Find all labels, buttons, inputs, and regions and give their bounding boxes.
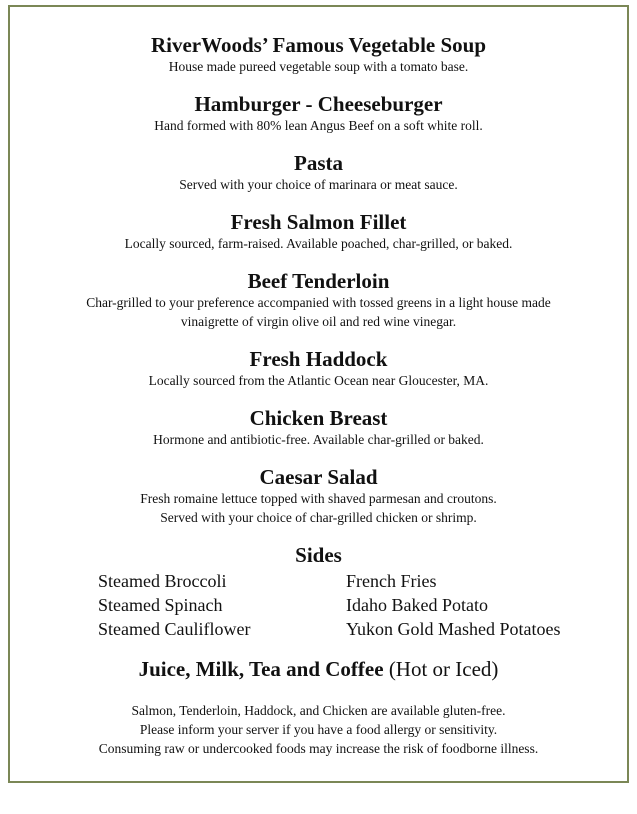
menu-item-pasta [10,151,627,194]
menu-item-soup [10,33,627,76]
item-title: RiverWoods’ Famous Vegetable Soup [150,33,487,57]
item-desc: Locally sourced from the Atlantic Ocean near Gloucester, MA. [148,373,489,388]
menu-item-haddock [10,347,627,390]
side-item: Idaho Baked Potato [346,595,488,615]
item-desc: Served with your choice of marinara or meat sauce. [179,177,458,192]
item-desc: Hand formed with 80% lean Angus Beef on a soft white roll. [154,118,483,133]
drinks-line [10,657,627,681]
menu-item-chicken [10,406,627,449]
note-gluten-free: Salmon, Tenderloin, Haddock, and Chicken are available gluten-free. [131,703,506,718]
note-raw-food: Consuming raw or undercooked foods may increase the risk of foodborne illness. [98,741,539,756]
menu-item-burger [10,92,627,135]
item-desc: vinaigrette of virgin olive oil and red wine vinegar. [180,314,457,329]
side-item: Steamed Cauliflower [98,619,251,639]
footer-notes [10,701,627,758]
item-title: Fresh Salmon Fillet [230,210,407,234]
drinks-note: (Hot or Iced) [383,657,499,681]
item-title: Hamburger - Cheeseburger [194,92,443,116]
side-item: Steamed Broccoli [98,571,227,591]
item-desc: House made pureed vegetable soup with a tomato base. [168,59,469,74]
menu-item-tenderloin [10,269,627,331]
side-item: Steamed Spinach [98,595,223,615]
note-allergy: Please inform your server if you have a food allergy or sensitivity. [139,722,498,737]
item-title: Chicken Breast [249,406,388,430]
menu-item-salmon [10,210,627,253]
item-desc: Served with your choice of char-grilled chicken or shrimp. [160,510,477,525]
sides-title: Sides [295,543,342,567]
side-item: French Fries [346,571,437,591]
sides-heading [10,543,627,567]
item-title: Pasta [294,151,343,175]
item-desc: Char-grilled to your preference accompanied with tossed greens in a light house made [86,295,551,310]
drinks-bold: Juice, Milk, Tea and Coffee [138,657,384,681]
item-title: Caesar Salad [259,465,378,489]
item-title: Beef Tenderloin [247,269,390,293]
side-item: Yukon Gold Mashed Potatoes [346,619,561,639]
menu-item-caesar [10,465,627,527]
item-title: Fresh Haddock [249,347,388,371]
item-desc: Hormone and antibiotic-free. Available char-grilled or baked. [153,432,484,447]
menu-frame [8,5,629,783]
item-desc: Fresh romaine lettuce topped with shaved parmesan and croutons. [140,491,497,506]
item-desc: Locally sourced, farm-raised. Available poached, char-grilled, or baked. [124,236,513,251]
